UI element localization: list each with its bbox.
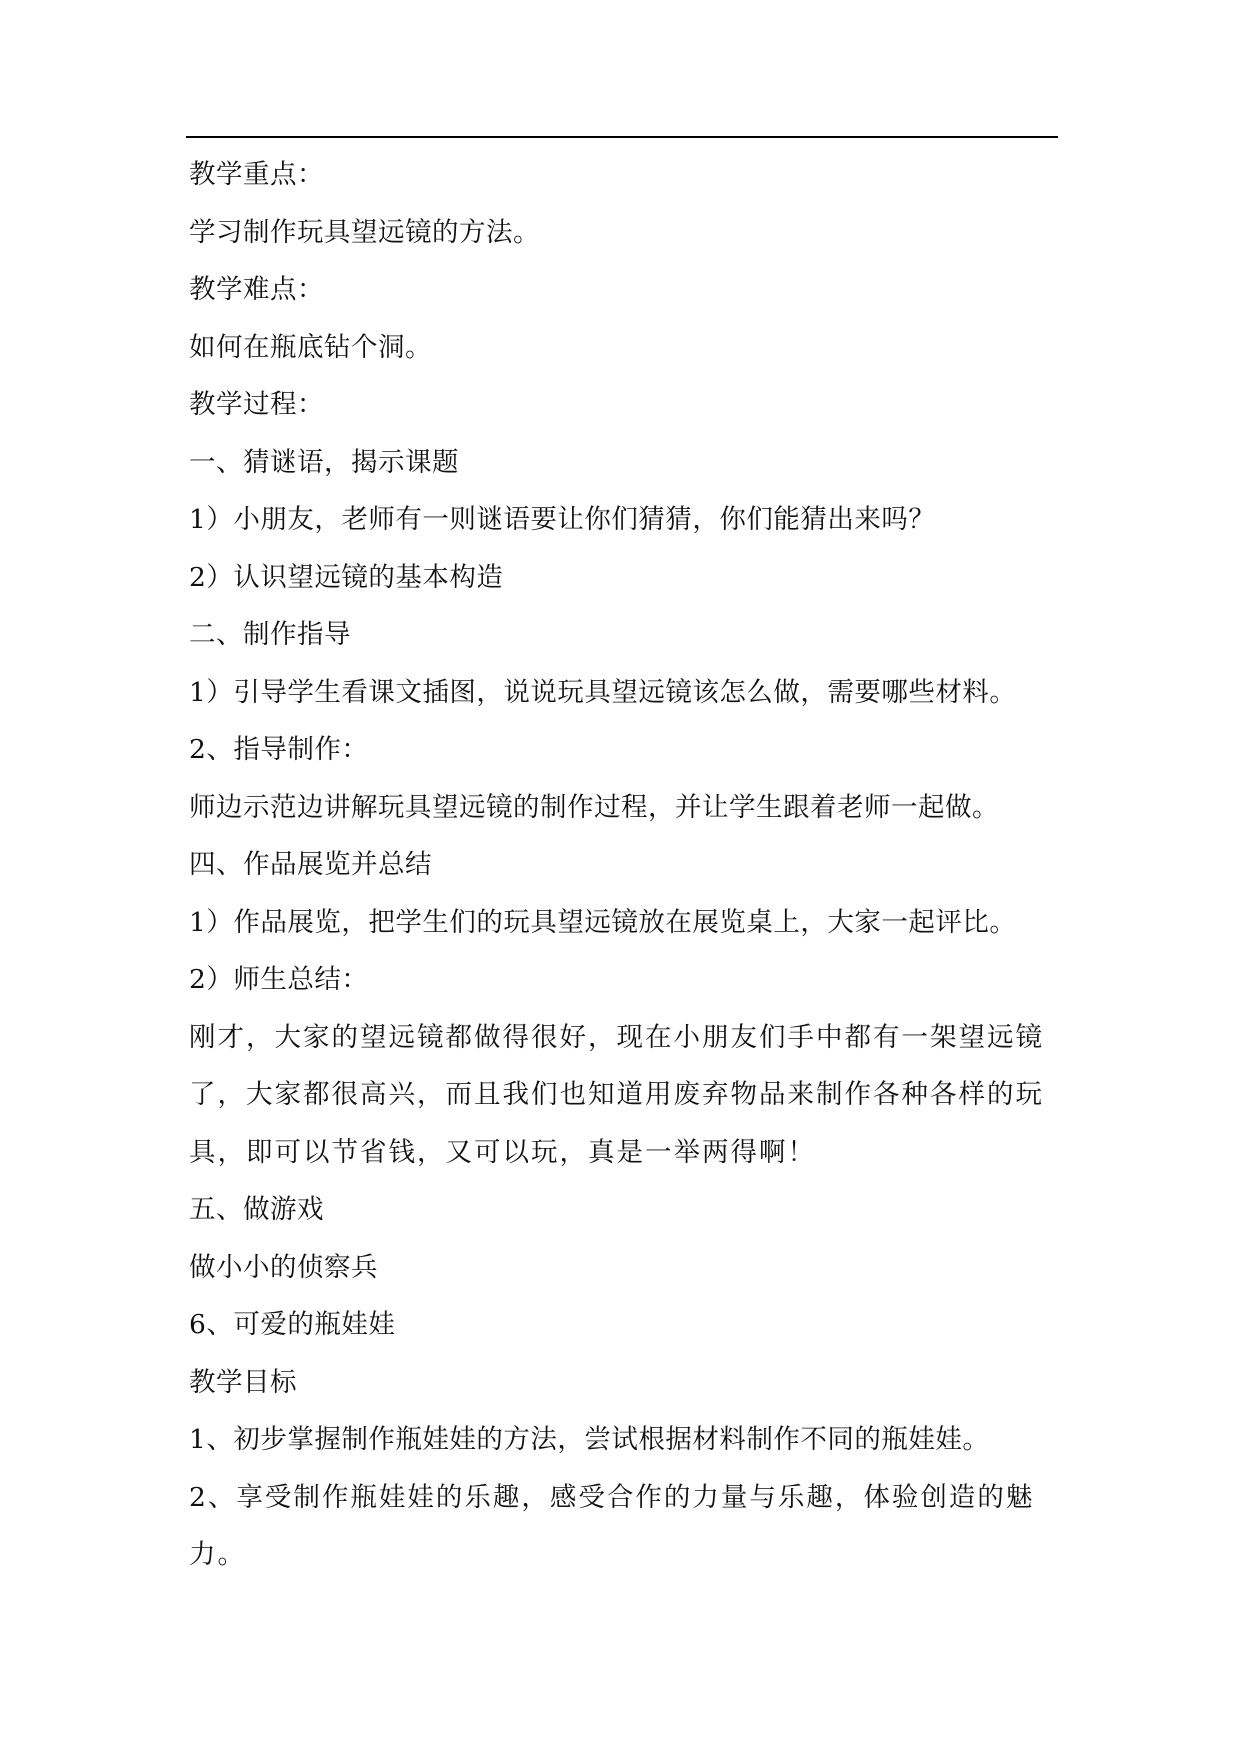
- section-heading: 五、做游戏: [189, 1194, 324, 1225]
- heading-teaching-process: 教学过程：: [189, 389, 324, 420]
- text-line: 2）师生总结：: [189, 964, 369, 995]
- heading-teaching-difficulty: 教学难点：: [189, 274, 324, 305]
- header-rule: [186, 136, 1058, 138]
- text-line: 2、指导制作：: [189, 734, 369, 765]
- section-heading: 四、作品展览并总结: [189, 849, 432, 880]
- text-line: 学习制作玩具望远镜的方法。: [189, 216, 540, 248]
- text-line: 1）小朋友，老师有一则谜语要让你们猜猜，你们能猜出来吗？: [189, 504, 936, 535]
- section-heading: 二、制作指导: [189, 619, 351, 650]
- summary-paragraph: 刚才，大家的望远镜都做得很好，现在小朋友们手中都有一架望远镜了，大家都很高兴，而且我们也知道用废弃物品来制作各种各样的玩具，即可以节省钱，又可以玩，真是一举两得啊！: [189, 1021, 1044, 1168]
- text-line: 1、初步掌握制作瓶娃娃的方法，尝试根据材料制作不同的瓶娃娃。: [189, 1424, 990, 1455]
- section-heading: 一、猜谜语，揭示课题: [189, 446, 459, 478]
- document-body: [189, 146, 1061, 1584]
- text-line: 1）引导学生看课文插图，说说玩具望远镜该怎么做，需要哪些材料。: [189, 676, 1017, 708]
- lesson-title: 6、可爱的瓶娃娃: [189, 1309, 396, 1340]
- text-line: 师边示范边讲解玩具望远镜的制作过程，并让学生跟着老师一起做。: [189, 791, 999, 823]
- heading-teaching-focus: 教学重点：: [189, 159, 324, 190]
- text-line: 2）认识望远镜的基本构造: [189, 561, 504, 593]
- text-line: 如何在瓶底钻个洞。: [189, 331, 432, 363]
- text-line: 1）作品展览，把学生们的玩具望远镜放在展览桌上，大家一起评比。: [189, 906, 1017, 938]
- heading-teaching-goals: 教学目标: [189, 1366, 297, 1398]
- goal-paragraph: 2、享受制作瓶娃娃的乐趣，感受合作的力量与乐趣，体验创造的魅力。: [189, 1481, 1035, 1570]
- text-line: 做小小的侦察兵: [189, 1251, 378, 1283]
